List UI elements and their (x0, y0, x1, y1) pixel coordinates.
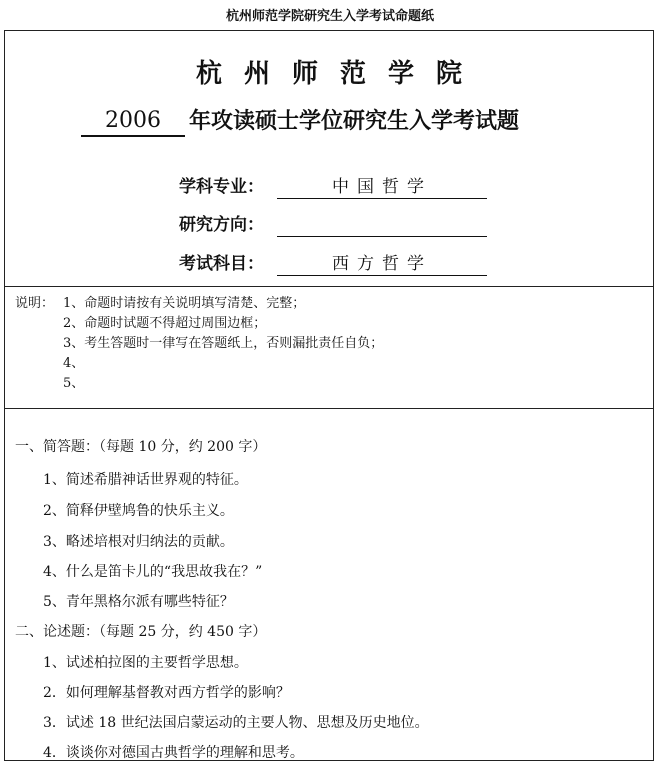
field-value: 中国哲学 (277, 176, 487, 199)
page-header: 杭州师范学院研究生入学考试命题纸 (225, 9, 434, 24)
exam-frame (4, 30, 654, 761)
divider (5, 408, 653, 409)
exam-title: 年攻读硕士学位研究生入学考试题 (189, 109, 520, 134)
divider (5, 286, 653, 287)
instruction-item (15, 374, 383, 394)
question-item: 5、青年黑格尔派有哪些特征？ (43, 594, 234, 610)
instruction-text: 4、 (63, 356, 85, 371)
field-label: 考试科目： (179, 254, 264, 274)
section-heading: 一、简答题：（每题 10 分，约 200 字） (15, 439, 267, 455)
section-heading: 二、论述题：（每题 25 分，约 450 字） (15, 624, 267, 640)
field-label: 学科专业： (179, 177, 264, 197)
field-value: 西方哲学 (277, 253, 487, 276)
question-item: 2．如何理解基督教对西方哲学的影响？ (43, 685, 290, 701)
question-item: 4．谈谈你对德国古典哲学的理解和思考。 (43, 745, 304, 761)
question-item: 1、试述柏拉图的主要哲学思想。 (43, 655, 248, 671)
instruction-text: 2、命题时试题不得超过周围边框； (63, 316, 267, 331)
question-item: 1、简述希腊神话世界观的特征。 (43, 472, 248, 488)
field-research-direction (179, 209, 487, 237)
school-name: 杭州师范学院 (195, 59, 484, 89)
exam-title-row (81, 103, 519, 137)
instruction-item (15, 314, 383, 334)
question-item: 2、简释伊壁鸠鲁的快乐主义。 (43, 503, 234, 519)
question-item: 4、什么是笛卡儿的“我思故我在？” (43, 564, 263, 580)
question-item: 3．试述 18 世纪法国启蒙运动的主要人物、思想及历史地位。 (43, 715, 429, 731)
instruction-text: 1、命题时请按有关说明填写清楚、完整； (63, 296, 306, 311)
field-exam-subject (179, 248, 487, 276)
instruction-item (15, 334, 383, 354)
exam-year: 2006 (81, 107, 185, 137)
field-subject-major (179, 171, 487, 199)
field-value (277, 214, 487, 237)
field-label: 研究方向： (179, 215, 264, 235)
instruction-text: 3、考生答题时一律写在答题纸上，否则漏批责任自负； (63, 336, 384, 351)
instructions (15, 294, 383, 394)
instructions-lead: 说明： (15, 296, 55, 311)
instruction-item (15, 354, 383, 374)
question-item: 3、略述培根对归纳法的贡献。 (43, 534, 234, 550)
instruction-text: 5、 (63, 376, 85, 391)
instruction-item (15, 294, 383, 314)
